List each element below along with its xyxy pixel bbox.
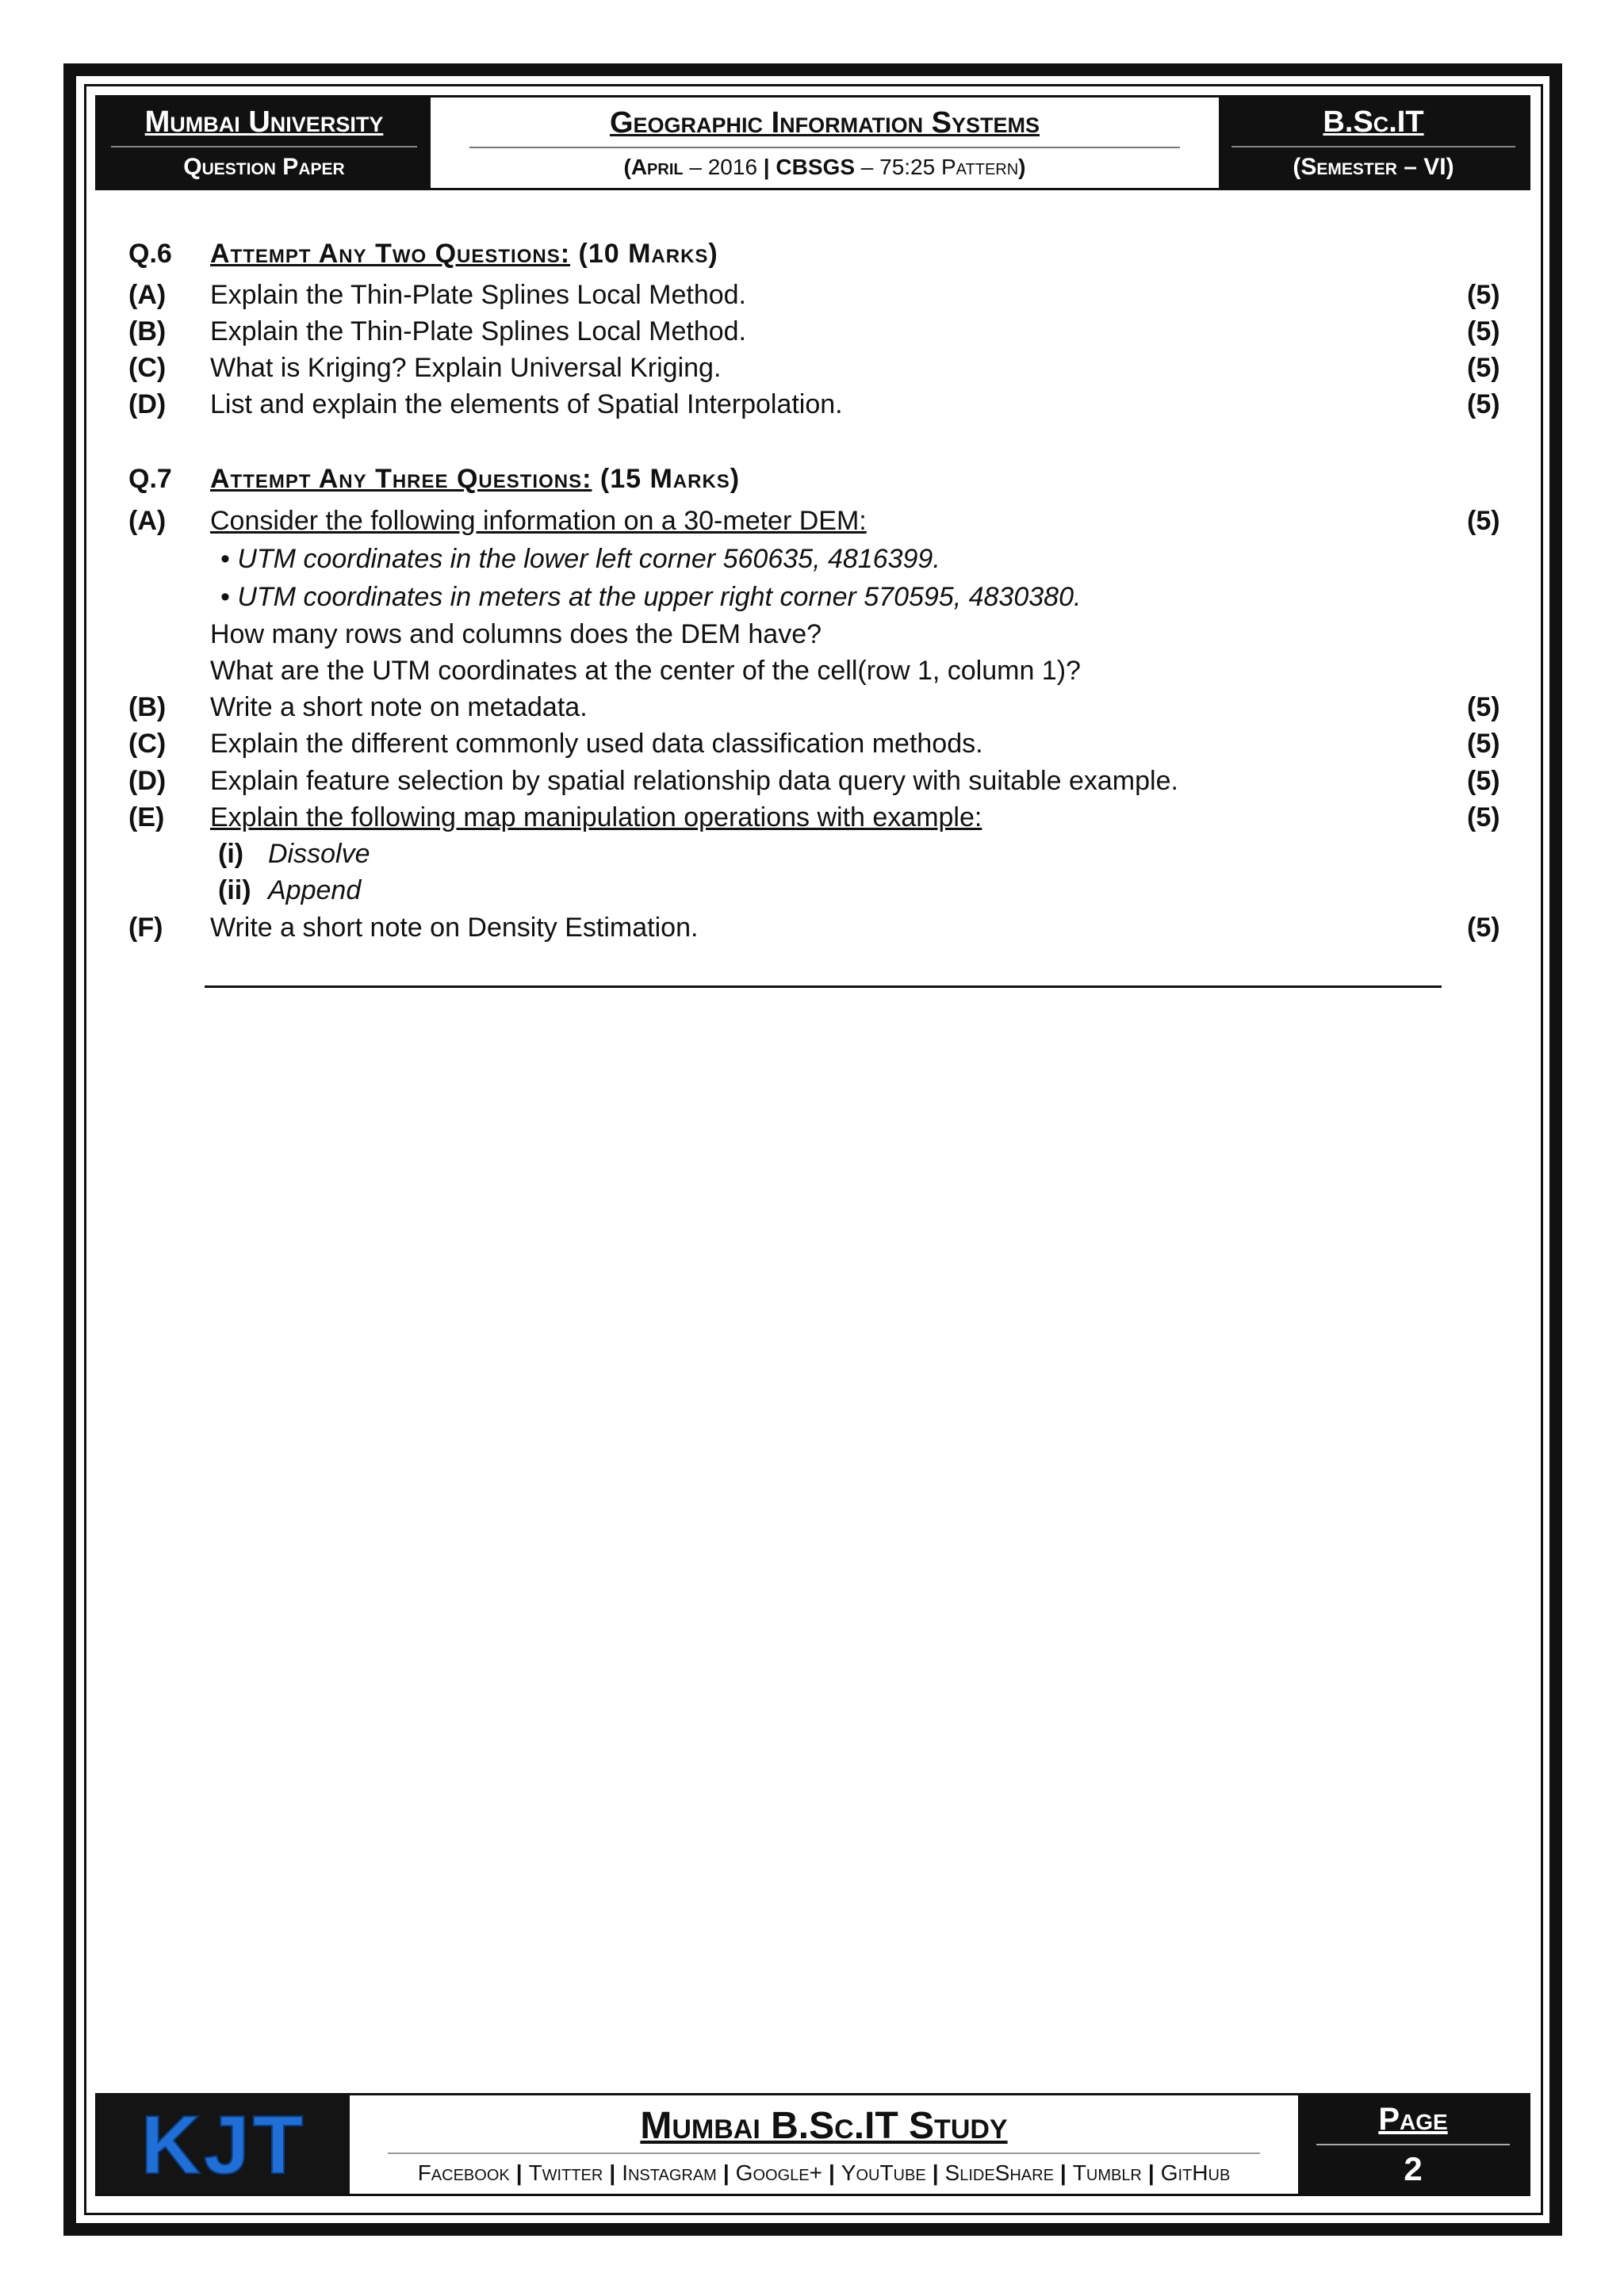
q6-item-marks: (5)	[1467, 389, 1500, 419]
kjt-logo	[98, 2095, 350, 2194]
q6-item	[0, 313, 1624, 350]
q7-item-e	[0, 799, 1624, 836]
q7-item-marks: (5)	[1467, 692, 1500, 722]
exam-details	[623, 148, 1025, 180]
q6-item	[0, 386, 1624, 423]
q6-item	[0, 277, 1624, 313]
q7-a-line-text: What are the UTM coordinates at the center of the cell(row 1, column 1)?	[210, 656, 1081, 686]
q7-e-sub	[0, 872, 1624, 909]
q6-heading-row	[0, 235, 1624, 272]
q7-item-text: Consider the following information on a 30-meter DEM:	[210, 506, 867, 536]
exam-month: April	[630, 154, 684, 179]
header-university-block	[98, 98, 431, 188]
exam-pattern: – 75:25 Pattern	[860, 154, 1019, 179]
q7-item-label: (E)	[128, 802, 165, 832]
q7-item-text: Explain feature selection by spatial relationship data query with suitable example.	[210, 766, 1178, 796]
page-number-block	[1298, 2095, 1528, 2194]
q7-a-bullet-content: UTM coordinates in meters at the upper right corner 570595, 4830380.	[237, 582, 1082, 612]
q6-item-marks: (5)	[1467, 316, 1500, 346]
q6-item-label: (A)	[128, 280, 167, 310]
q6-item-text: What is Kriging? Explain Universal Kriging.	[210, 353, 722, 383]
footer-branding	[350, 2095, 1298, 2194]
link-separator: |	[932, 2160, 939, 2185]
header-subject-block	[431, 98, 1219, 188]
q6-item-text: Explain the Thin-Plate Splines Local Method.	[210, 316, 746, 346]
q7-item-text: Explain the different commonly used data classification methods.	[210, 729, 983, 759]
page-number: 2	[1404, 2149, 1423, 2187]
q7-item-marks: (5)	[1467, 766, 1500, 796]
q7-a-bullet	[0, 541, 1624, 577]
paper-type: Question Paper	[183, 153, 345, 180]
social-link-twitter[interactable]: Twitter	[528, 2160, 603, 2185]
q6-number: Q.6	[128, 239, 172, 269]
subject-title: Geographic Information Systems	[609, 105, 1040, 140]
q7-item-b	[0, 689, 1624, 725]
link-separator: |	[1059, 2160, 1067, 2185]
q7-item-a	[0, 503, 1624, 539]
q7-a-line	[0, 652, 1624, 689]
q7-item-label: (B)	[128, 692, 167, 722]
page-label: Page	[1316, 2102, 1510, 2145]
exam-details-separator: |	[763, 154, 770, 179]
link-separator: |	[1147, 2160, 1155, 2185]
header	[95, 95, 1530, 190]
semester: (Semester – VI)	[1293, 153, 1454, 180]
q7-heading-marks: (15 Marks)	[599, 464, 741, 494]
q7-item-marks: (5)	[1467, 802, 1500, 832]
q7-item-c	[0, 725, 1624, 762]
q7-item-marks: (5)	[1467, 506, 1500, 536]
q6-heading-text: Attempt Any Two Questions:	[210, 239, 571, 269]
q7-a-bullet-content: UTM coordinates in the lower left corner 560635, 4816399.	[237, 544, 940, 574]
q7-a-line	[0, 616, 1624, 652]
university-name: Mumbai University	[144, 105, 384, 139]
q7-e-sub-label: (i)	[218, 839, 244, 869]
q7-item-text: Write a short note on metadata.	[210, 692, 588, 722]
q6-item-text: Explain the Thin-Plate Splines Local Method.	[210, 280, 746, 310]
social-link-googleplus[interactable]: Google+	[735, 2160, 822, 2185]
social-link-slideshare[interactable]: SlideShare	[944, 2160, 1054, 2185]
bullet-icon: •	[220, 544, 230, 574]
q7-item-d	[0, 763, 1624, 799]
q7-e-sub	[0, 836, 1624, 872]
q7-item-marks: (5)	[1467, 913, 1500, 943]
social-link-github[interactable]: GitHub	[1160, 2160, 1231, 2185]
q7-item-label: (A)	[128, 506, 167, 536]
q7-a-bullet	[0, 579, 1624, 615]
q6-item-text: List and explain the elements of Spatial Interpolation.	[210, 389, 843, 419]
q6-item-label: (D)	[128, 389, 167, 419]
q6-item	[0, 350, 1624, 386]
q7-item-label: (C)	[128, 729, 167, 759]
q7-number: Q.7	[128, 464, 172, 494]
q7-heading-text: Attempt Any Three Questions:	[210, 464, 592, 494]
kjt-logo-icon	[117, 2105, 331, 2184]
end-rule	[205, 985, 1442, 988]
q6-item-label: (C)	[128, 353, 167, 383]
q7-item-text: Explain the following map manipulation operations with example:	[210, 802, 982, 832]
exam-year: – 2016	[689, 154, 758, 179]
q7-item-f	[0, 909, 1624, 946]
social-link-tumblr[interactable]: Tumblr	[1072, 2160, 1142, 2185]
link-separator: |	[609, 2160, 616, 2185]
link-separator: |	[828, 2160, 835, 2185]
course-name: B.Sc.IT	[1323, 105, 1424, 139]
q7-heading	[210, 461, 740, 497]
q6-heading-marks: (10 Marks)	[578, 239, 718, 269]
q7-item-marks: (5)	[1467, 729, 1500, 759]
exam-scheme: CBSGS	[776, 154, 855, 179]
social-link-facebook[interactable]: Facebook	[417, 2160, 510, 2185]
q6-item-marks: (5)	[1467, 280, 1500, 310]
social-link-instagram[interactable]: Instagram	[622, 2160, 717, 2185]
q7-a-line-text: How many rows and columns does the DEM have?	[210, 619, 822, 649]
q7-heading-row	[0, 461, 1624, 497]
link-separator: |	[515, 2160, 523, 2185]
q7-item-label: (F)	[128, 913, 163, 943]
q7-e-sub-text: Append	[268, 875, 362, 905]
svg-text:KJT: KJT	[140, 2105, 307, 2184]
q7-item-label: (D)	[128, 766, 167, 796]
q7-item-text: Write a short note on Density Estimation.	[210, 913, 699, 943]
q7-e-sub-text: Dissolve	[268, 839, 370, 869]
q7-a-bullet-text	[220, 541, 940, 577]
q6-item-label: (B)	[128, 316, 167, 346]
q6-heading	[210, 235, 718, 272]
social-link-youtube[interactable]: YouTube	[841, 2160, 926, 2185]
link-separator: |	[722, 2160, 730, 2185]
exam-details-open: (	[623, 154, 631, 179]
header-course-block	[1219, 98, 1528, 188]
q7-a-bullet-text	[220, 579, 1081, 615]
q6-item-marks: (5)	[1467, 353, 1500, 383]
bullet-icon: •	[220, 582, 230, 612]
exam-details-close: )	[1018, 154, 1026, 179]
footer-title: Mumbai B.Sc.IT Study	[388, 2104, 1260, 2154]
social-links	[418, 2154, 1231, 2186]
footer	[95, 2093, 1530, 2196]
q7-e-sub-label: (ii)	[218, 875, 251, 905]
